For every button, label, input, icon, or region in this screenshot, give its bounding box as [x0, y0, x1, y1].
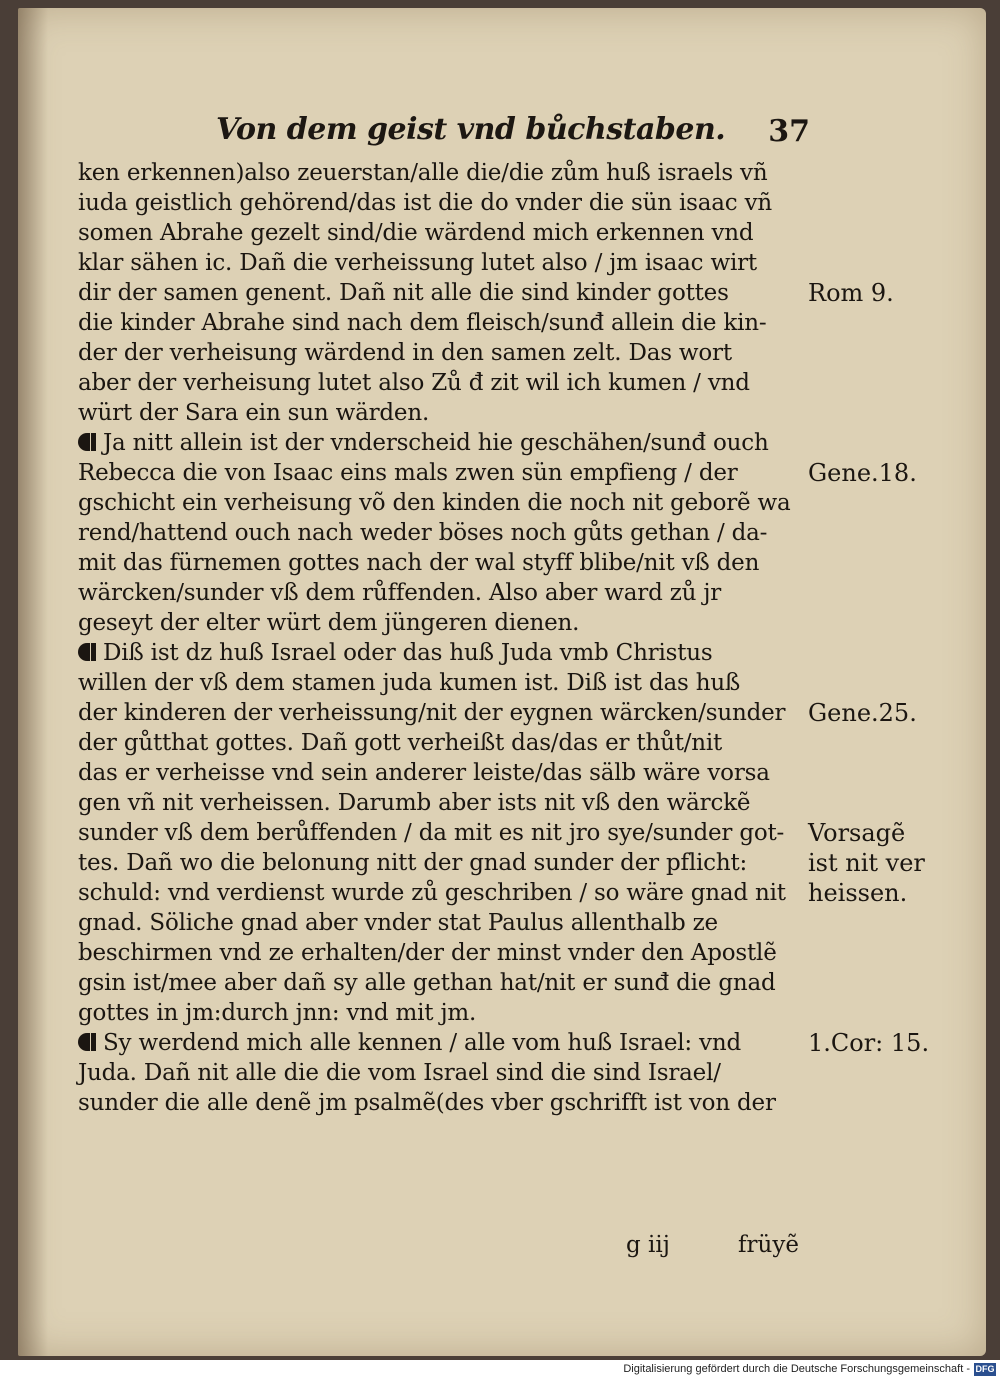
- text-line: rend/hattend ouch nach weder böses noch gůts gethan / da-: [78, 520, 768, 546]
- margin-note: 1.Cor: 15.: [808, 1029, 930, 1057]
- text-line: gsin ist/mee aber dañ sy alle gethan hat/nit er sunđ die gnad: [78, 970, 776, 996]
- running-head: Von dem geist vnd bůchstaben.: [216, 112, 726, 147]
- pilcrow-icon: [78, 432, 100, 452]
- text-line: aber der verheisung lutet also Zů đ zit wil ich kumen / vnd: [78, 370, 750, 396]
- page-header: [216, 112, 816, 156]
- pilcrow-icon: [78, 1032, 100, 1052]
- text-line: Ja nitt allein ist der vnderscheid hie geschähen/sunđ ouch: [78, 428, 818, 458]
- text-line: wärcken/sunder vß dem růffenden. Also aber ward zů jr: [78, 580, 722, 606]
- margin-note: Rom 9.: [808, 279, 894, 307]
- text-line: Diß ist dz huß Israel oder das huß Juda vmb Christus: [78, 638, 818, 668]
- funding-credit: Digitalisierung gefördert durch die Deutsche Forschungsgemeinschaft -: [623, 1363, 970, 1375]
- text-line: willen der vß dem stamen juda kumen ist. Diß ist das huß: [78, 670, 741, 696]
- text-line: gen vñ nit verheissen. Darumb aber ists nit vß den wärckẽ: [78, 790, 751, 816]
- margin-note: ist nit ver: [808, 849, 925, 877]
- catchword: früyẽ: [738, 1232, 799, 1258]
- text-line: sunder vß dem berůffenden / da mit es nit jro sye/sunder got-: [78, 820, 785, 846]
- text-line: Juda. Dañ nit alle die die vom Israel sind die sind Israel/: [78, 1060, 721, 1086]
- page-number: 37: [768, 114, 810, 149]
- text-line: schuld: vnd verdienst wurde zů geschriben / so wäre gnad nit: [78, 880, 786, 906]
- text-line: beschirmen vnd ze erhalten/der der minst vnder den Apostlẽ: [78, 940, 777, 966]
- text-line: somen Abrahe gezelt sind/die wärdend mich erkennen vnd: [78, 220, 754, 246]
- pilcrow-icon: [78, 642, 100, 662]
- text-line: Rebecca die von Isaac eins mals zwen sün empfieng / der: [78, 460, 738, 486]
- text-line: Sy werdend mich alle kennen / alle vom huß Israel: vnd: [78, 1028, 818, 1058]
- text-line: gschicht ein verheisung võ den kinden die noch nit geborẽ wa: [78, 490, 791, 516]
- text-line: der kinderen der verheissung/nit der eygnen wärcken/sunder: [78, 700, 786, 726]
- text-line: sunder die alle denẽ jm psalmẽ(des vber gschrifft ist von der: [78, 1090, 776, 1116]
- page-gutter-shadow: [18, 8, 48, 1356]
- book-page: [18, 8, 986, 1356]
- text-line: gottes in jm:durch jnn: vnd mit jm.: [78, 1000, 477, 1026]
- text-line: dir der samen genent. Dañ nit alle die sind kinder gottes: [78, 280, 729, 306]
- text-line: mit das fürnemen gottes nach der wal styff blibe/nit vß den: [78, 550, 760, 576]
- text-line: ken erkennen)also zeuerstan/alle die/die zům huß israels vñ: [78, 160, 768, 186]
- margin-note: Vorsagẽ: [808, 819, 906, 847]
- text-line: tes. Dañ wo die belonung nitt der gnad sunder der pflicht:: [78, 850, 748, 876]
- signature-mark: g iij: [626, 1232, 670, 1258]
- text-line: der der verheisung wärdend in den samen zelt. Das wort: [78, 340, 732, 366]
- margin-note: heissen.: [808, 879, 908, 907]
- text-line: iuda geistlich gehörend/das ist die do vnder die sün isaac vñ: [78, 190, 772, 216]
- dfg-logo: DFG: [975, 1364, 995, 1374]
- text-line: würt der Sara ein sun wärden.: [78, 400, 430, 426]
- text-line: die kinder Abrahe sind nach dem fleisch/sunđ allein die kin-: [78, 310, 767, 336]
- text-line: das er verheisse vnd sein anderer leiste/das sälb wäre vorsa: [78, 760, 770, 786]
- margin-note: Gene.18.: [808, 459, 917, 487]
- text-line: geseyt der elter würt dem jüngeren dienen.: [78, 610, 580, 636]
- margin-note: Gene.25.: [808, 699, 917, 727]
- text-line: klar sähen ic. Dañ die verheissung lutet also / jm isaac wirt: [78, 250, 757, 276]
- footer-bar: [0, 1360, 1000, 1380]
- text-line: der gůtthat gottes. Dañ gott verheißt das/das er thůt/nit: [78, 730, 723, 756]
- text-line: gnad. Söliche gnad aber vnder stat Paulus allenthalb ze: [78, 910, 718, 936]
